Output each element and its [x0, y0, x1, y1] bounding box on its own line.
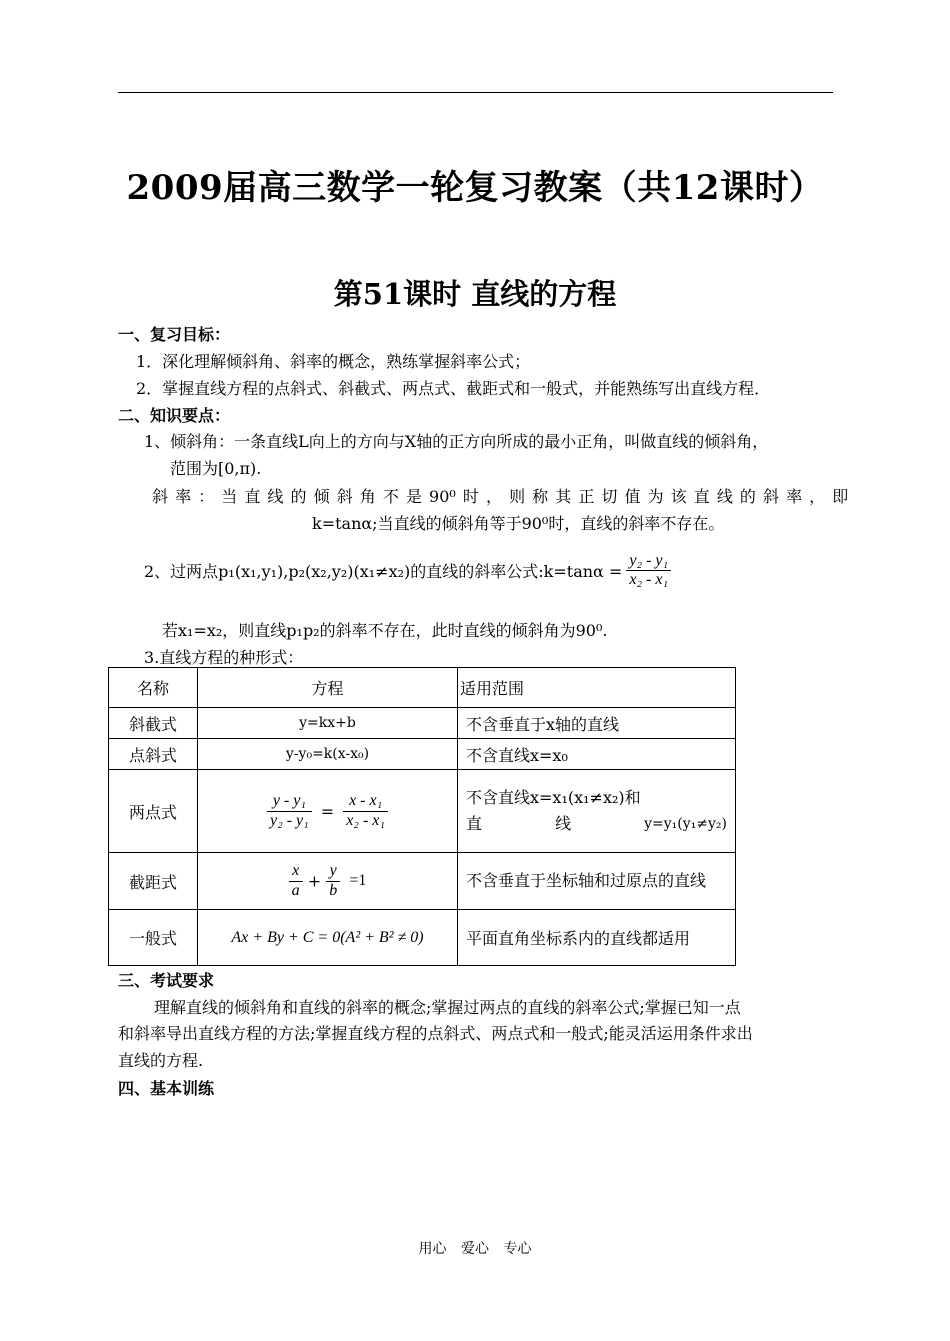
intercept-x-fraction [289, 862, 303, 900]
two-point-equals: = [320, 801, 335, 821]
exam-requirements-line2: 和斜率导出直线方程的方法;掌握直线方程的点斜式、两点式和一般式;能灵活运用条件求出 [118, 1024, 753, 1043]
section1-heading: 一、复习目标： [118, 325, 231, 344]
row-scope: 不含直线x=x₀ [458, 739, 736, 770]
document-title: 2009届高三数学一轮复习教案（共12课时） [126, 168, 824, 208]
inclination-def-line1: 1、倾斜角：一条直线L向上的方向与X轴的正方向所成的最小正角，叫做直线的倾斜角， [144, 432, 769, 451]
table-header-name: 名称 [109, 668, 198, 708]
slope-formula-text: 2、过两点p₁(x₁,y₁),p₂(x₂,y₂)(x₁≠x₂)的直线的斜率公式:k=tanα = [144, 562, 623, 582]
intercept-y-den: b [329, 881, 338, 899]
two-point-right-den: x₂ - x₁ [346, 811, 385, 829]
table-header-scope: 适用范围 [458, 668, 736, 708]
header-rule [118, 92, 833, 93]
table-row [109, 853, 736, 910]
section1-item-1: 1．深化理解倾斜角、斜率的概念，熟练掌握斜率公式； [136, 352, 531, 371]
slope-fraction [626, 552, 671, 590]
intercept-equals-one: =1 [349, 872, 367, 889]
row-scope: 不含垂直于x轴的直线 [458, 708, 736, 739]
intercept-y-fraction [326, 862, 340, 900]
row-scope: 不含垂直于坐标轴和过原点的直线 [458, 853, 736, 910]
row-equation [198, 770, 458, 853]
slope-fraction-denominator: x₂ - x₁ [629, 571, 668, 589]
row-equation: y=kx+b [198, 708, 458, 739]
row-name: 两点式 [109, 770, 198, 853]
two-point-right-num: x - x₁ [343, 792, 388, 811]
row-name: 斜截式 [109, 708, 198, 739]
row-name: 一般式 [109, 910, 198, 966]
inclination-def-line2: 范围为[0,π). [170, 459, 262, 478]
row-scope-line2 [466, 811, 727, 837]
row-equation: y-y₀=k(x-x₀) [198, 739, 458, 770]
page-footer: 用心 爱心 专心 [418, 1241, 532, 1257]
row-scope-word3: y=y₁(y₁≠y₂) [644, 816, 727, 832]
section3-heading: 三、考试要求 [118, 971, 215, 990]
two-point-right-fraction [343, 792, 388, 830]
slope-def-line1: 斜 率 ： 当 直 线 的 倾 斜 角 不 是 90⁰ 时 ， 则 称 其 正 切 值 为 该 直 线 的 斜 率 ， 即 [152, 487, 849, 506]
table-row [109, 770, 736, 853]
two-point-left-num: y - y₁ [267, 792, 312, 811]
section4-heading: 四、基本训练 [118, 1079, 215, 1098]
row-scope [458, 770, 736, 853]
lesson-title: 第51课时 直线的方程 [333, 277, 617, 311]
slope-def-line2: k=tanα;当直线的倾斜角等于90⁰时，直线的斜率不存在。 [312, 514, 725, 533]
row-name: 截距式 [109, 853, 198, 910]
row-name: 点斜式 [109, 739, 198, 770]
two-point-left-fraction [267, 792, 312, 830]
section1-item-2: 2．掌握直线方程的点斜式、斜截式、两点式、截距式和一般式，并能熟练写出直线方程． [136, 379, 771, 398]
intercept-y-num: y [326, 862, 340, 881]
row-equation [198, 853, 458, 910]
vertical-slope-note: 若x₁=x₂，则直线p₁p₂的斜率不存在，此时直线的倾斜角为90⁰. [162, 621, 608, 640]
equation-forms-intro: 3.直线方程的种形式： [144, 648, 304, 667]
row-scope-word2: 线 [555, 814, 572, 833]
table-row [109, 910, 736, 966]
intercept-x-num: x [289, 862, 303, 881]
equation-forms-table [108, 667, 736, 966]
slope-fraction-numerator: y₂ - y₁ [626, 552, 671, 571]
table-row [109, 708, 736, 739]
row-scope: 平面直角坐标系内的直线都适用 [458, 910, 736, 966]
exam-requirements-line1: 理解直线的倾斜角和直线的斜率的概念;掌握过两点的直线的斜率公式;掌握已知一点 [154, 998, 741, 1017]
intercept-x-den: a [291, 881, 300, 899]
intercept-plus: + [307, 871, 322, 891]
row-equation: Ax + By + C = 0(A² + B² ≠ 0) [198, 910, 458, 966]
row-scope-word1: 直 [466, 814, 483, 833]
row-scope-line1: 不含直线x=x₁(x₁≠x₂)和 [466, 788, 641, 807]
slope-formula [144, 552, 671, 590]
two-point-left-den: y₂ - y₁ [270, 811, 309, 829]
table-header-row [109, 668, 736, 708]
table-header-equation: 方程 [198, 668, 458, 708]
exam-requirements-line3: 直线的方程. [118, 1051, 204, 1070]
section2-heading: 二、知识要点： [118, 406, 231, 425]
table-row [109, 739, 736, 770]
